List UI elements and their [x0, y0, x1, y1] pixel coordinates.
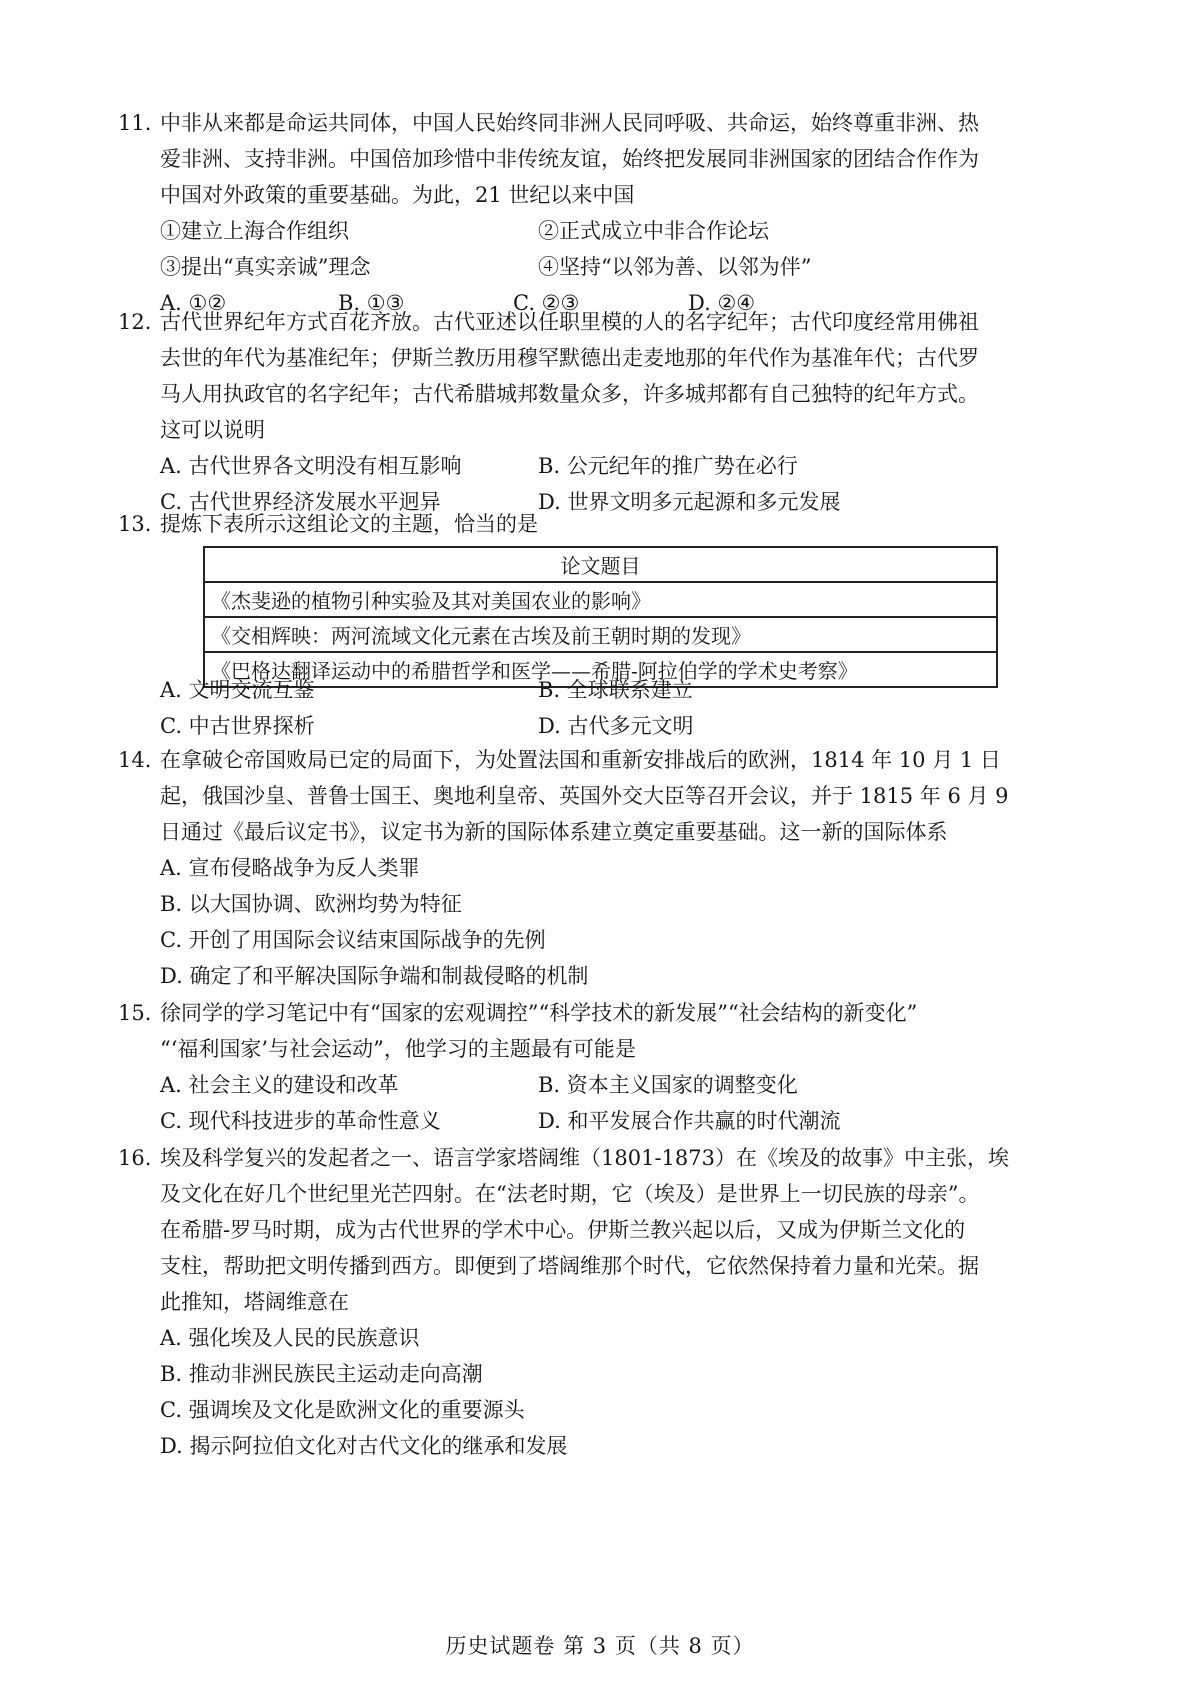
table-row: 《杰斐逊的植物引种实验及其对美国农业的影响》 [204, 582, 997, 617]
question-stem-line: 11. 中非从来都是命运共同体，中国人民始终同非洲人民同呼吸、共命运，始终尊重非洲、热 [118, 105, 1103, 141]
table-row: 《交相辉映：两河流域文化元素在古埃及前王朝时期的发现》 [204, 617, 997, 652]
numbered-item: ④坚持“以邻为善、以邻为伴” [538, 255, 812, 279]
question-stem-line: 马人用执政官的名字纪年；古代希腊城邦数量众多，许多城邦都有自己独特的纪年方式。 [160, 382, 979, 406]
numbered-items-row [118, 249, 1103, 285]
answer-option-d[interactable]: D. ②④ [688, 291, 756, 315]
question-stem-line: 在希腊-罗马时期，成为古代世界的学术中心。伊斯兰教兴起以后，又成为伊斯兰文化的 [160, 1218, 966, 1242]
question-stem-line: 爱非洲、支持非洲。中国倍加珍惜中非传统友谊，始终把发展同非洲国家的团结合作作为 [160, 147, 979, 171]
answer-option-b[interactable]: B. 资本主义国家的调整变化 [538, 1073, 798, 1097]
question-stem-line: 起，俄国沙皇、普鲁士国王、奥地利皇帝、英国外交大臣等召开会议，并于 1815 年 6 月 9 [160, 784, 1009, 808]
question-stem-line: “‘福利国家’与社会运动”，他学习的主题最有可能是 [160, 1037, 636, 1061]
numbered-item: ①建立上海合作组织 [160, 219, 349, 243]
page-footer: 历史试题卷 第 3 页（共 8 页） [445, 1634, 755, 1658]
answer-option-a[interactable]: A. ①② [160, 291, 227, 315]
answer-option-c[interactable]: C. 开创了用国际会议结束国际战争的先例 [160, 928, 546, 952]
question-16 [118, 1140, 1103, 1464]
options-row [118, 708, 1103, 744]
answer-option-b[interactable]: B. 推动非洲民族民主运动走向高潮 [160, 1362, 483, 1386]
answer-option-c[interactable]: C. 古代世界经济发展水平迥异 [160, 490, 441, 514]
question-15 [118, 995, 1103, 1139]
question-stem-line: 日通过《最后议定书》，议定书为新的国际体系建立奠定重要基础。这一新的国际体系 [160, 820, 948, 844]
question-12 [118, 304, 1103, 520]
question-stem-line: 此推知，塔阔维意在 [160, 1290, 349, 1314]
options-row [118, 1103, 1103, 1139]
answer-option-b[interactable]: B. 公元纪年的推广势在必行 [538, 454, 798, 478]
answer-option-a[interactable]: A. 强化埃及人民的民族意识 [160, 1326, 420, 1350]
numbered-item: ③提出“真实亲诚”理念 [160, 255, 371, 279]
question-number: 15. [118, 1001, 152, 1025]
question-stem-line: 及文化在好几个世纪里光芒四射。在“法老时期，它（埃及）是世界上一切民族的母亲”。 [160, 1182, 980, 1206]
answer-option-a[interactable]: A. 文明交流互鉴 [160, 678, 315, 702]
question-stem-line: 14. 在拿破仑帝国败局已定的局面下，为处置法国和重新安排战后的欧洲，1814 年 10 月 1 日 [118, 742, 1103, 778]
answer-option-b[interactable]: B. 全球联系建立 [538, 678, 693, 702]
options-row [118, 672, 1103, 708]
answer-option-d[interactable]: D. 古代多元文明 [538, 714, 694, 738]
options-row [118, 1067, 1103, 1103]
answer-option-a[interactable]: A. 宣布侵略战争为反人类罪 [160, 856, 420, 880]
answer-option-b[interactable]: B. ①③ [338, 291, 405, 315]
answer-option-a[interactable]: A. 社会主义的建设和改革 [160, 1073, 399, 1097]
question-number: 11. [118, 111, 152, 135]
question-14 [118, 742, 1103, 994]
answer-option-c[interactable]: C. 中古世界探析 [160, 714, 315, 738]
answer-option-c[interactable]: C. 现代科技进步的革命性意义 [160, 1109, 441, 1133]
answer-option-d[interactable]: D. 确定了和平解决国际争端和制裁侵略的机制 [160, 964, 589, 988]
answer-option-d[interactable]: D. 和平发展合作共赢的时代潮流 [538, 1109, 841, 1133]
question-number: 16. [118, 1146, 152, 1170]
question-stem-line: 中国对外政策的重要基础。为此，21 世纪以来中国 [160, 183, 635, 207]
options-row [118, 448, 1103, 484]
answer-option-a[interactable]: A. 古代世界各文明没有相互影响 [160, 454, 462, 478]
table-row: 《巴格达翻译运动中的希腊哲学和医学——希腊-阿拉伯学的学术史考察》 [204, 652, 997, 687]
answer-option-d[interactable]: D. 世界文明多元起源和多元发展 [538, 490, 841, 514]
question-number: 13. [118, 512, 152, 536]
numbered-item: ②正式成立中非合作论坛 [538, 219, 769, 243]
question-stem-line: 支柱，帮助把文明传播到西方。即便到了塔阔维那个时代，它依然保持着力量和光荣。据 [160, 1254, 979, 1278]
question-stem-line: 13. 提炼下表所示这组论文的主题，恰当的是 [118, 506, 1103, 542]
question-stem-line: 这可以说明 [160, 418, 265, 442]
question-13-options [118, 672, 1103, 744]
question-number: 14. [118, 748, 152, 772]
question-stem-line: 16. 埃及科学复兴的发起者之一、语言学家塔阔维（1801-1873）在《埃及的故事》中主张，埃 [118, 1140, 1103, 1176]
question-number: 12. [118, 310, 152, 334]
question-stem-line: 12. 古代世界纪年方式百花齐放。古代亚述以任职里模的人的名字纪年；古代印度经常用佛祖 [118, 304, 1103, 340]
answer-option-c[interactable]: C. 强调埃及文化是欧洲文化的重要源头 [160, 1398, 525, 1422]
answer-option-b[interactable]: B. 以大国协调、欧洲均势为特征 [160, 892, 462, 916]
question-stem-line: 15. 徐同学的学习笔记中有“国家的宏观调控”“科学技术的新发展”“社会结构的新变化” [118, 995, 1103, 1031]
numbered-items-row [118, 213, 1103, 249]
answer-option-c[interactable]: C. ②③ [513, 291, 580, 315]
question-stem-line: 去世的年代为基准纪年；伊斯兰教历用穆罕默德出走麦地那的年代作为基准年代；古代罗 [160, 346, 979, 370]
table-header: 论文题目 [204, 547, 997, 582]
question-13 [118, 506, 1103, 542]
question-11 [118, 105, 1103, 321]
paper-titles-table [203, 546, 998, 688]
answer-option-d[interactable]: D. 揭示阿拉伯文化对古代文化的继承和发展 [160, 1434, 568, 1458]
